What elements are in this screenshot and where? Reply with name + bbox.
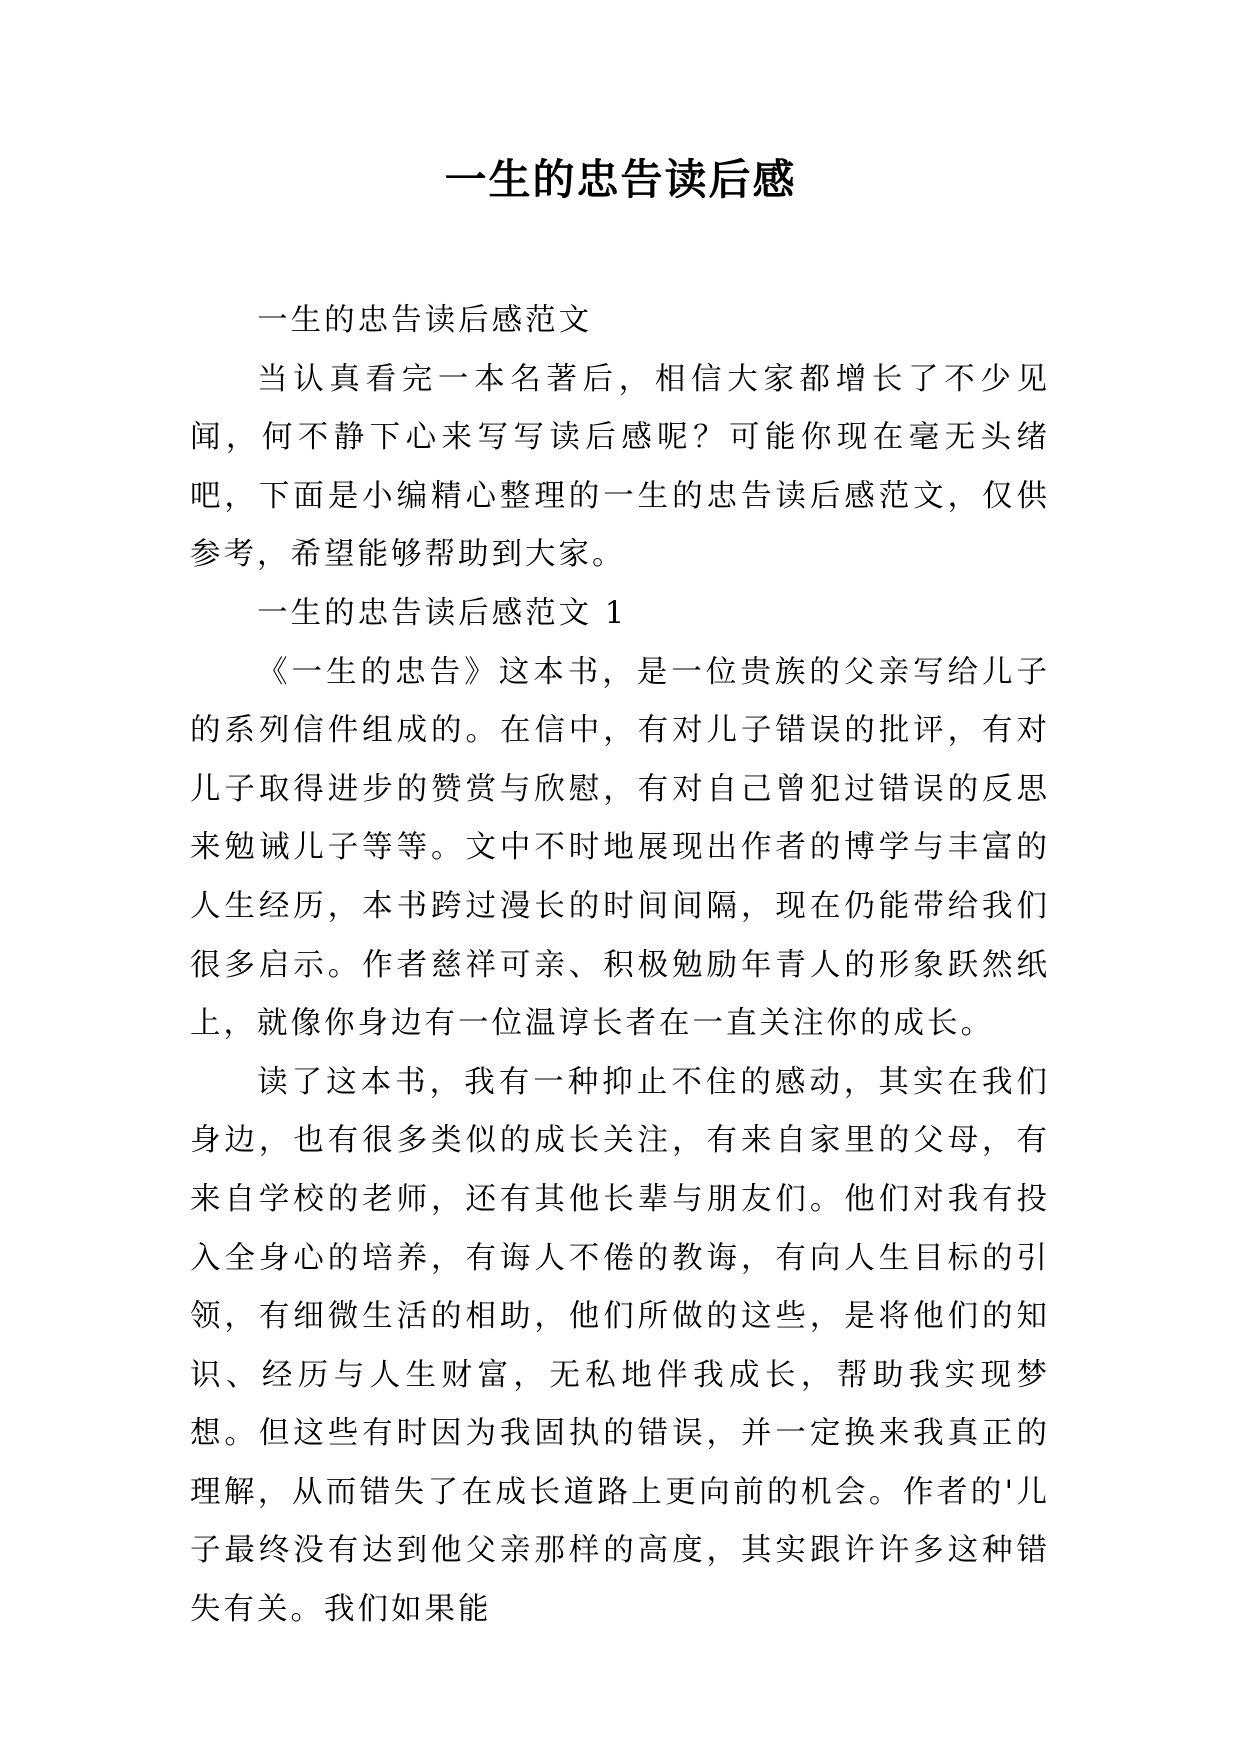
paragraph-reflection: 读了这本书，我有一种抑止不住的感动，其实在我们身边，也有很多类似的成长关注，有来自家里的父母，有来自学校的老师，还有其他长辈与朋友们。他们对我有投入全身心的培养，有诲人不倦的教诲，有向人生目标的引领，有细微生活的相助，他们所做的这些，是将他们的知识、经历与人生财富，无私地伴我成长，帮助我实现梦想。但这些有时因为我固执的错误，并一定换来我真正的理解，从而错失了在成长道路上更向前的机会。作者的'儿子最终没有达到他父亲那样的高度，其实跟许许多这种错失有关。我们如果能 <box>190 1064 1050 1628</box>
document-title: 一生的忠告读后感 <box>444 155 797 204</box>
paragraph-subtitle: 一生的忠告读后感范文 <box>257 303 593 338</box>
paragraph-section-heading: 一生的忠告读后感范文 1 <box>257 595 628 631</box>
document-body <box>190 292 1050 1640</box>
paragraph-intro: 当认真看完一本名著后，相信大家都增长了不少见闻，何不静下心来写写读后感呢？可能你现在毫无头绪吧，下面是小编精心整理的一生的忠告读后感范文，仅供参考，希望能够帮助到大家。 <box>190 361 1050 573</box>
paragraph-book-summary: 《一生的忠告》这本书，是一位贵族的父亲写给儿子的系列信件组成的。在信中，有对儿子错误的批评，有对儿子取得进步的赞赏与欣慰，有对自己曾犯过错误的反思来勉诫儿子等等。文中不时地展现出作者的博学与丰富的人生经历，本书跨过漫长的时间间隔，现在仍能带给我们很多启示。作者慈祥可亲、积极勉励年青人的形象跃然纸上，就像你身边有一位温谆长者在一直关注你的成长。 <box>190 654 1050 1042</box>
